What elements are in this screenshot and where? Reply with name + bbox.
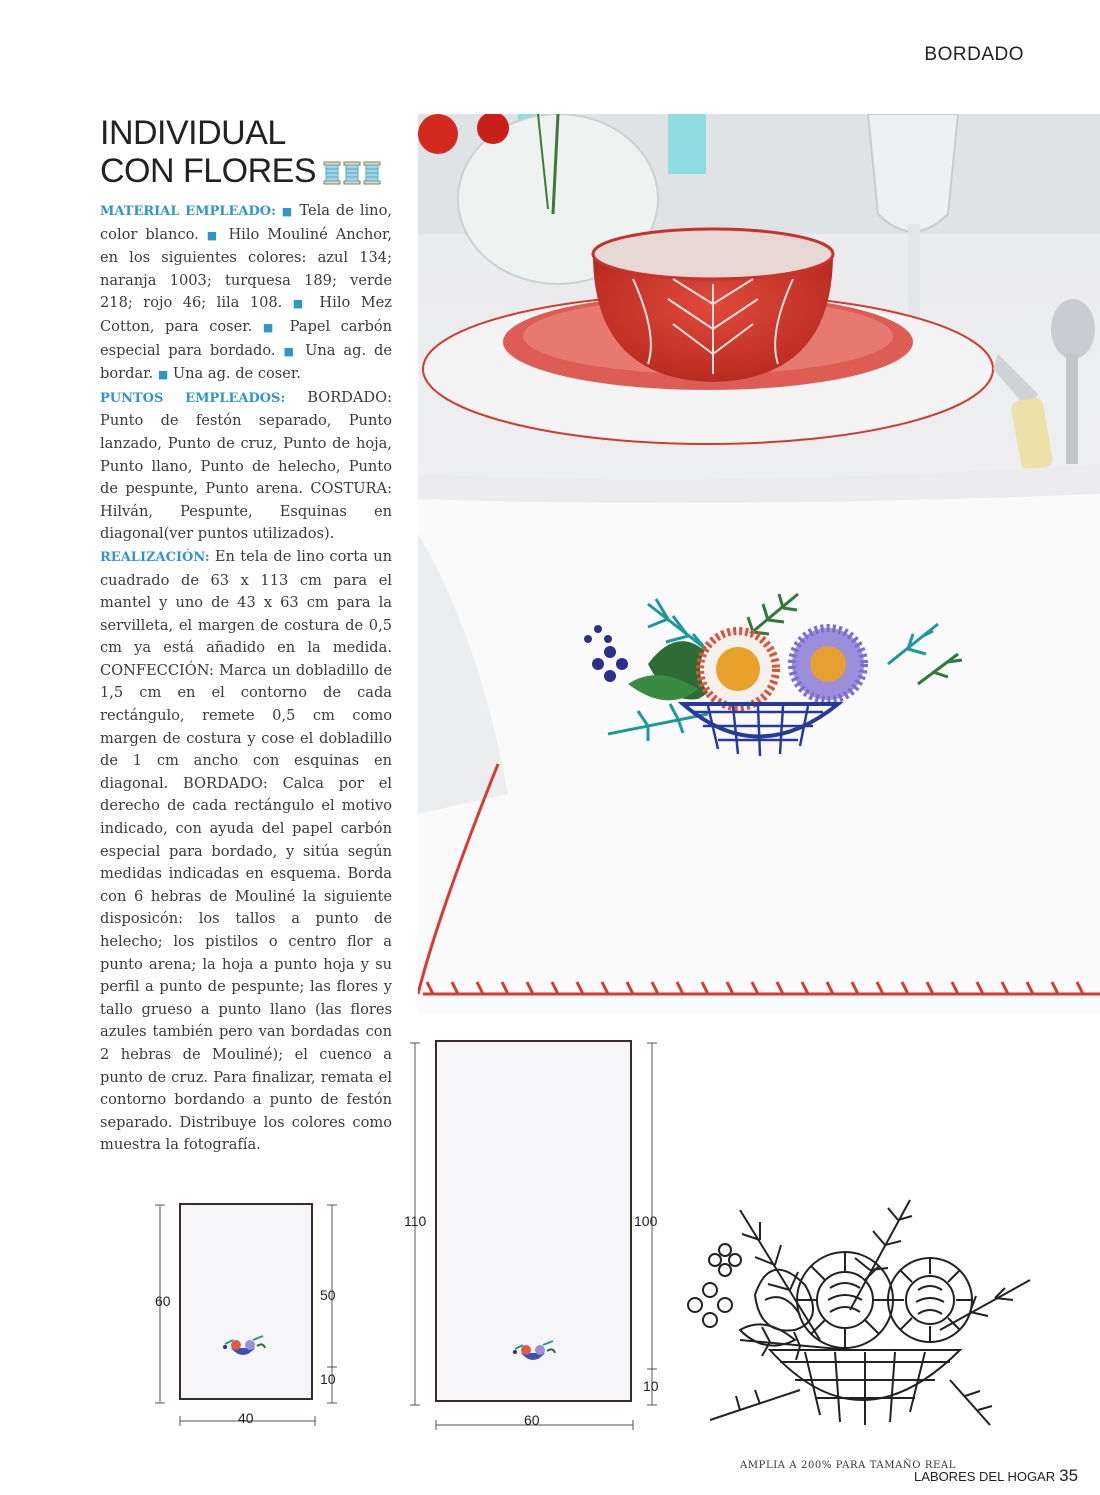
tablecloth-inner-height-label: 100	[634, 1213, 658, 1229]
material-label: MATERIAL EMPLEADO:	[100, 204, 276, 219]
bullet-square-icon: ■	[262, 320, 280, 334]
material-paragraph	[100, 200, 392, 387]
tablecloth-width-label: 60	[524, 1412, 540, 1428]
realizacion-label: REALIZACIÓN:	[100, 549, 210, 565]
pattern-enlarge-note: AMPLIA A 200% PARA TAMAÑO REAL	[740, 1460, 956, 1471]
realizacion-text: En tela de lino corta un cuadrado de 63 x 113 cm para el mantel y uno de 43 x 63 cm para la servilleta, el margen de costura de 0,5 cm ya está añadido en la medida. CONFECCIÓN: Marca un dobladillo de 1,5 cm en el contorno de cada rectángulo, remete 0,5 cm como margen de costura y cose el dobladillo de 1 cm ancho con esquinas en diagonal. BORDADO: Calca por el derecho de cada rectángulo el motivo indicado, con ayuda del papel carbón especial para bordado, y sitúa según medidas indicadas en esquema. Borda con 6 hebras de Mouliné la siguiente disposicón: los tallos a punto de helecho; los pistilos o centro flor a punto arena; la hoja a punto hoja y su perfil a punto de pespunte; las flores y tallo grueso a punto llano (las flores azules también pero van bordadas con 2 hebras de Mouliné); el cuenco a punto de cruz. Para finalizar, remata el contorno bordando a punto de festón separado. Distribuye los colores como muestra la fotografía.	[100, 547, 393, 1154]
title-line-2-text: CON FLORES	[100, 152, 317, 190]
napkin-width-label: 40	[238, 1410, 254, 1426]
embroidery-pattern	[670, 1190, 1065, 1455]
table-setting-photo	[418, 114, 1100, 1014]
bullet-square-icon: ■	[206, 228, 221, 242]
bullet-square-icon: ■	[157, 368, 169, 382]
bullet-square-icon: ■	[292, 297, 309, 311]
material-item: Hilo Mez Cotton, para coser.	[100, 294, 392, 335]
napkin-bottom-label: 10	[320, 1371, 336, 1387]
puntos-paragraph	[100, 387, 392, 546]
page-number: 35	[1059, 1466, 1079, 1485]
realizacion-paragraph	[100, 546, 392, 1157]
material-item: Una ag. de coser.	[172, 365, 301, 383]
puntos-text: BORDADO: Punto de festón separado, Punto lanzado, Punto de cruz, Punto de hoja, Punto llano, Punto de helecho, Punto de pespunte, Punto arena. COSTURA: Hilván, Pespunte, Esquinas en diagonal(ver puntos utilizados).	[100, 388, 393, 543]
bullet-square-icon: ■	[281, 205, 294, 218]
material-item: Hilo Mouliné Anchor, en los siguientes colores: azul 134; naranja 1003; turquesa 189; verde 218; rojo 46; lila 108.	[100, 225, 393, 312]
bullet-square-icon: ■	[283, 344, 298, 358]
napkin-diagram	[150, 1195, 350, 1485]
title-line-1: INDIVIDUAL	[100, 114, 286, 152]
material-item: Papel carbón especial para bordado.	[100, 317, 393, 359]
section-tag: BORDADO	[924, 44, 1024, 65]
instructions-text	[100, 200, 392, 1157]
tablecloth-height-label: 110	[404, 1213, 427, 1229]
material-item: Una ag. de bordar.	[100, 341, 393, 383]
difficulty-spools-icon	[322, 160, 384, 186]
title-line-2	[100, 152, 400, 190]
puntos-label: PUNTOS EMPLEADOS:	[100, 390, 286, 406]
napkin-height-label: 60	[155, 1293, 171, 1309]
page-footer	[914, 1466, 1078, 1486]
page-title	[100, 114, 400, 190]
napkin-inner-height-label: 50	[320, 1287, 336, 1303]
footer-magazine-name: LABORES DEL HOGAR	[914, 1469, 1056, 1484]
material-item: Tela de lino, color blanco.	[100, 202, 392, 243]
tablecloth-bottom-label: 10	[643, 1378, 659, 1394]
